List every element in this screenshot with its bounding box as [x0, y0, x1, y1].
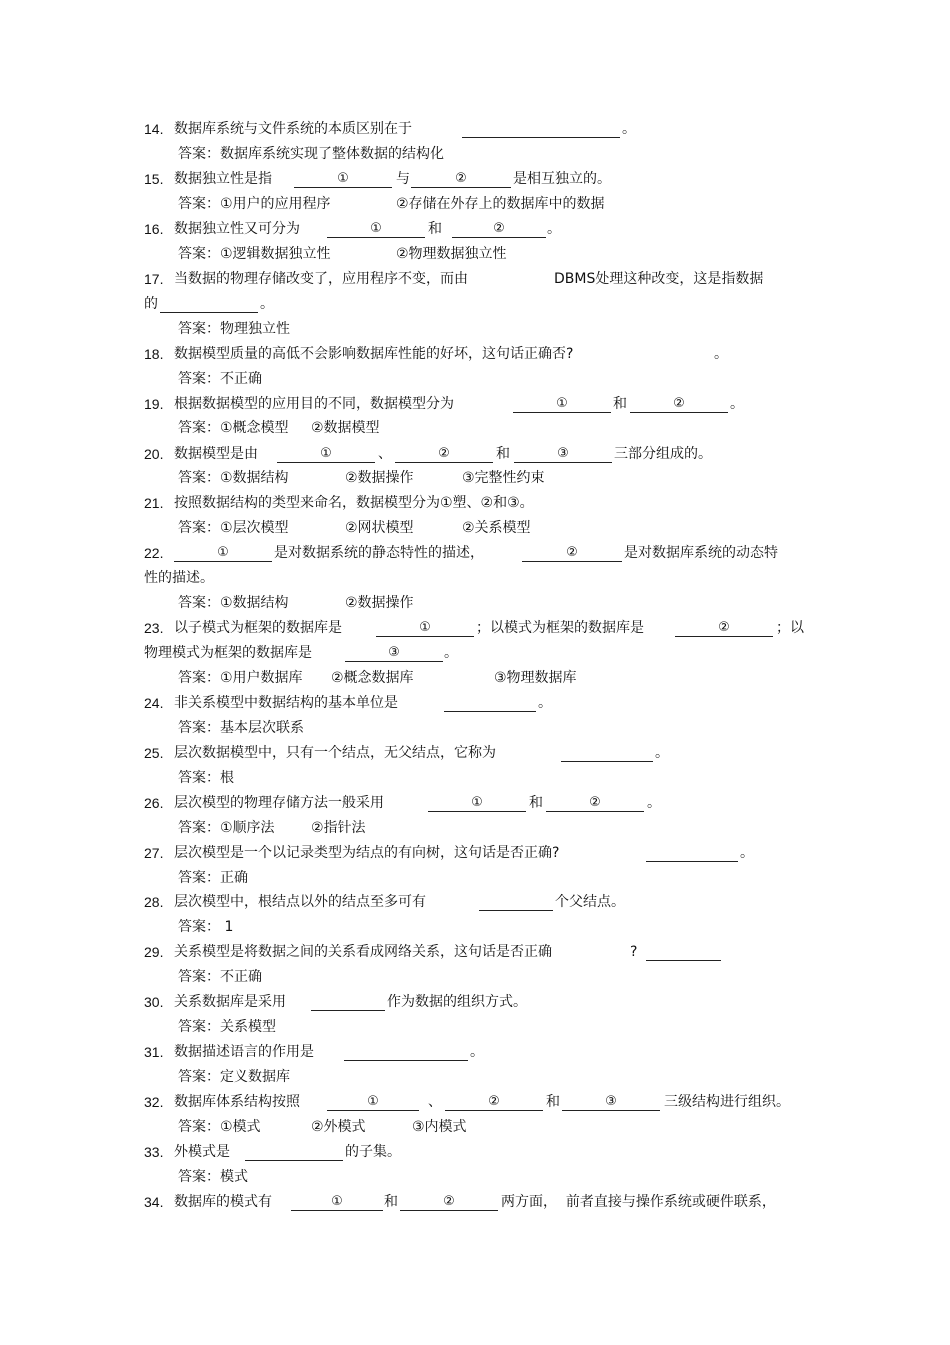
question-text-end: ；以: [776, 620, 804, 636]
question-text: 当数据的物理存储改变了，应用程序不变，而由: [174, 271, 468, 287]
question-text: 关系数据库是采用: [174, 994, 286, 1010]
question-text: 按照数据结构的类型来命名，数据模型分为①塑、②和③。: [174, 495, 534, 511]
question-text-end: 。: [622, 121, 636, 137]
question-text-end: 。: [444, 645, 458, 661]
answer-blank[interactable]: ②: [452, 221, 546, 238]
question-number: 29.: [144, 944, 164, 960]
answer-text: 答案：①数据结构: [178, 595, 289, 611]
answer-text: 答案：关系模型: [178, 1019, 276, 1035]
question-number: 28.: [144, 894, 164, 910]
answer-blank[interactable]: ③: [345, 645, 443, 662]
answer-text: 答案：模式: [178, 1169, 248, 1185]
answer-text: ②外模式: [311, 1119, 366, 1135]
question-text: 数据独立性又可分为: [174, 221, 300, 237]
question-text-end: 个父结点。: [555, 894, 625, 910]
question-text: DBMS处理这种改变，这是指数据: [554, 271, 764, 287]
question-text-end: 是相互独立的。: [513, 171, 611, 187]
answer-text: ②数据模型: [311, 420, 380, 436]
question-text: 层次模型的物理存储方法一般采用: [174, 795, 384, 811]
question-text: 外模式是: [174, 1144, 230, 1160]
question-text: 非关系模型中数据结构的基本单位是: [174, 695, 398, 711]
answer-blank[interactable]: ②: [400, 1194, 498, 1211]
question-text: 以子模式为框架的数据库是: [174, 620, 342, 636]
question-text-end: 。: [470, 1044, 484, 1060]
question-number: 24.: [144, 695, 164, 711]
question-number: 27.: [144, 845, 164, 861]
answer-text: 答案：①用户数据库: [178, 670, 303, 686]
question-text-end: 的子集。: [345, 1144, 401, 1160]
answer-text: ②数据操作: [345, 595, 414, 611]
answer-text: ②网状模型: [345, 520, 414, 536]
answer-blank[interactable]: [160, 296, 258, 313]
answer-blank[interactable]: ①: [513, 396, 611, 413]
question-text-end: 。: [538, 695, 552, 711]
answer-text: ②概念数据库: [331, 670, 414, 686]
question-number: 22.: [144, 545, 164, 561]
question-text-end: 两方面， 前者直接与操作系统或硬件联系，: [501, 1194, 776, 1210]
question-text: 关系模型是将数据之间的关系看成网络关系，这句话是否正确: [174, 944, 552, 960]
answer-blank[interactable]: ②: [445, 1094, 543, 1111]
answer-text: 答案：①用户的应用程序: [178, 196, 331, 212]
answer-text: ②数据操作: [345, 470, 414, 486]
answer-blank[interactable]: [646, 845, 738, 862]
question-text-end: 。: [714, 346, 728, 362]
answer-text: 答案：①逻辑数据独立性: [178, 246, 331, 262]
question-text: 是对数据系统的静态特性的描述，: [274, 545, 484, 561]
answer-blank[interactable]: ②: [675, 620, 773, 637]
answer-text: ②物理数据独立性: [396, 246, 507, 262]
answer-blank[interactable]: ①: [174, 545, 272, 562]
connector-text: 和: [384, 1194, 398, 1210]
answer-blank[interactable]: ②: [546, 795, 644, 812]
question-number: 32.: [144, 1094, 164, 1110]
answer-text: ③完整性约束: [462, 470, 545, 486]
question-number: 15.: [144, 171, 164, 187]
connector-text: 和: [496, 446, 510, 462]
answer-blank[interactable]: ②: [411, 171, 511, 188]
answer-text: 答案： 1: [178, 919, 234, 935]
answer-text: 答案：物理独立性: [178, 321, 290, 337]
answer-text: ②存储在外存上的数据库中的数据: [396, 196, 605, 212]
answer-blank[interactable]: [245, 1144, 343, 1161]
question-text: 数据描述语言的作用是: [174, 1044, 314, 1060]
question-text: 层次模型是一个以记录类型为结点的有向树，这句话是否正确?: [174, 845, 560, 861]
answer-text: 答案：不正确: [178, 969, 262, 985]
answer-blank[interactable]: [479, 894, 553, 911]
question-text-end: 。: [730, 396, 744, 412]
answer-blank[interactable]: ②: [522, 545, 622, 562]
answer-blank[interactable]: [561, 745, 653, 762]
question-text-end: 。: [655, 745, 669, 761]
question-number: 16.: [144, 221, 164, 237]
answer-text: 答案：①概念模型: [178, 420, 289, 436]
question-number: 17.: [144, 271, 164, 287]
answer-blank[interactable]: ①: [327, 1094, 419, 1111]
question-number: 34.: [144, 1194, 164, 1210]
answer-blank[interactable]: ②: [630, 396, 728, 413]
answer-blank[interactable]: [444, 695, 536, 712]
connector-text: 和: [546, 1094, 560, 1110]
answer-blank[interactable]: [311, 994, 385, 1011]
answer-blank[interactable]: [344, 1044, 468, 1061]
question-text: 数据库的模式有: [174, 1194, 272, 1210]
question-number: 26.: [144, 795, 164, 811]
question-number: 30.: [144, 994, 164, 1010]
connector-text: 和: [529, 795, 543, 811]
answer-text: ③内模式: [412, 1119, 467, 1135]
question-text: 数据独立性是指: [174, 171, 272, 187]
question-number: 23.: [144, 620, 164, 636]
answer-blank[interactable]: ①: [428, 795, 526, 812]
answer-text: 答案：①数据结构: [178, 470, 289, 486]
question-number: 25.: [144, 745, 164, 761]
question-text-end: 三级结构进行组织。: [664, 1094, 790, 1110]
question-text: 根据数据模型的应用目的不同，数据模型分为: [174, 396, 454, 412]
connector-text: 和: [613, 396, 627, 412]
question-text: 数据模型质量的高低不会影响数据库性能的好坏，这句话正确否?: [174, 346, 574, 362]
answer-text: 答案：①模式: [178, 1119, 261, 1135]
answer-text: 答案：不正确: [178, 371, 262, 387]
question-text-end: 。: [547, 221, 561, 237]
question-text: 性的描述。: [144, 570, 214, 586]
question-number: 18.: [144, 346, 164, 362]
question-text: 数据库系统与文件系统的本质区别在于: [174, 121, 412, 137]
answer-blank[interactable]: ③: [562, 1094, 660, 1111]
answer-blank[interactable]: ①: [327, 221, 425, 238]
connector-text: 和: [428, 221, 442, 237]
question-text: 物理模式为框架的数据库是: [144, 645, 312, 661]
question-number: 33.: [144, 1144, 164, 1160]
question-text: 层次数据模型中，只有一个结点，无父结点，它称为: [174, 745, 496, 761]
answer-text: 答案：数据库系统实现了整体数据的结构化: [178, 146, 444, 162]
question-text: 数据模型是由: [174, 446, 258, 462]
answer-text: ②指针法: [311, 820, 366, 836]
connector-text: 、: [428, 1094, 442, 1110]
answer-blank[interactable]: ③: [514, 446, 612, 463]
question-number: 19.: [144, 396, 164, 412]
answer-text: ②关系模型: [462, 520, 531, 536]
question-text-end: 。: [647, 795, 661, 811]
answer-text: 答案：根: [178, 770, 234, 786]
connector-text: 与: [396, 171, 410, 187]
question-text-end: 。: [260, 296, 274, 312]
question-number: 21.: [144, 495, 164, 511]
question-text-end: 三部分组成的。: [614, 446, 712, 462]
answer-text: 答案：基本层次联系: [178, 720, 304, 736]
answer-text: 答案：①顺序法: [178, 820, 275, 836]
connector-text: ；以模式为框架的数据库是: [476, 620, 644, 636]
connector-text: 、: [378, 446, 392, 462]
answer-blank[interactable]: [462, 121, 620, 138]
answer-blank[interactable]: ①: [294, 171, 392, 188]
answer-text: 答案：定义数据库: [178, 1069, 290, 1085]
answer-blank[interactable]: ①: [277, 446, 375, 463]
question-number: 20.: [144, 446, 164, 462]
question-text-end: 是对数据库系统的动态特: [624, 545, 778, 561]
question-text: 数据库体系结构按照: [174, 1094, 300, 1110]
question-number: 31.: [144, 1044, 164, 1060]
answer-blank[interactable]: [646, 944, 721, 961]
answer-text: 答案：①层次模型: [178, 520, 289, 536]
answer-blank[interactable]: ②: [395, 446, 493, 463]
question-text: 的: [144, 296, 158, 312]
question-text-end: 作为数据的组织方式。: [387, 994, 527, 1010]
answer-text: ③物理数据库: [494, 670, 577, 686]
answer-text: 答案：正确: [178, 870, 248, 886]
question-text-end: 。: [740, 845, 754, 861]
answer-blank[interactable]: ①: [376, 620, 474, 637]
question-number: 14.: [144, 121, 164, 137]
answer-blank[interactable]: ①: [291, 1194, 383, 1211]
question-text-end: ?: [630, 944, 638, 960]
question-text: 层次模型中，根结点以外的结点至多可有: [174, 894, 426, 910]
